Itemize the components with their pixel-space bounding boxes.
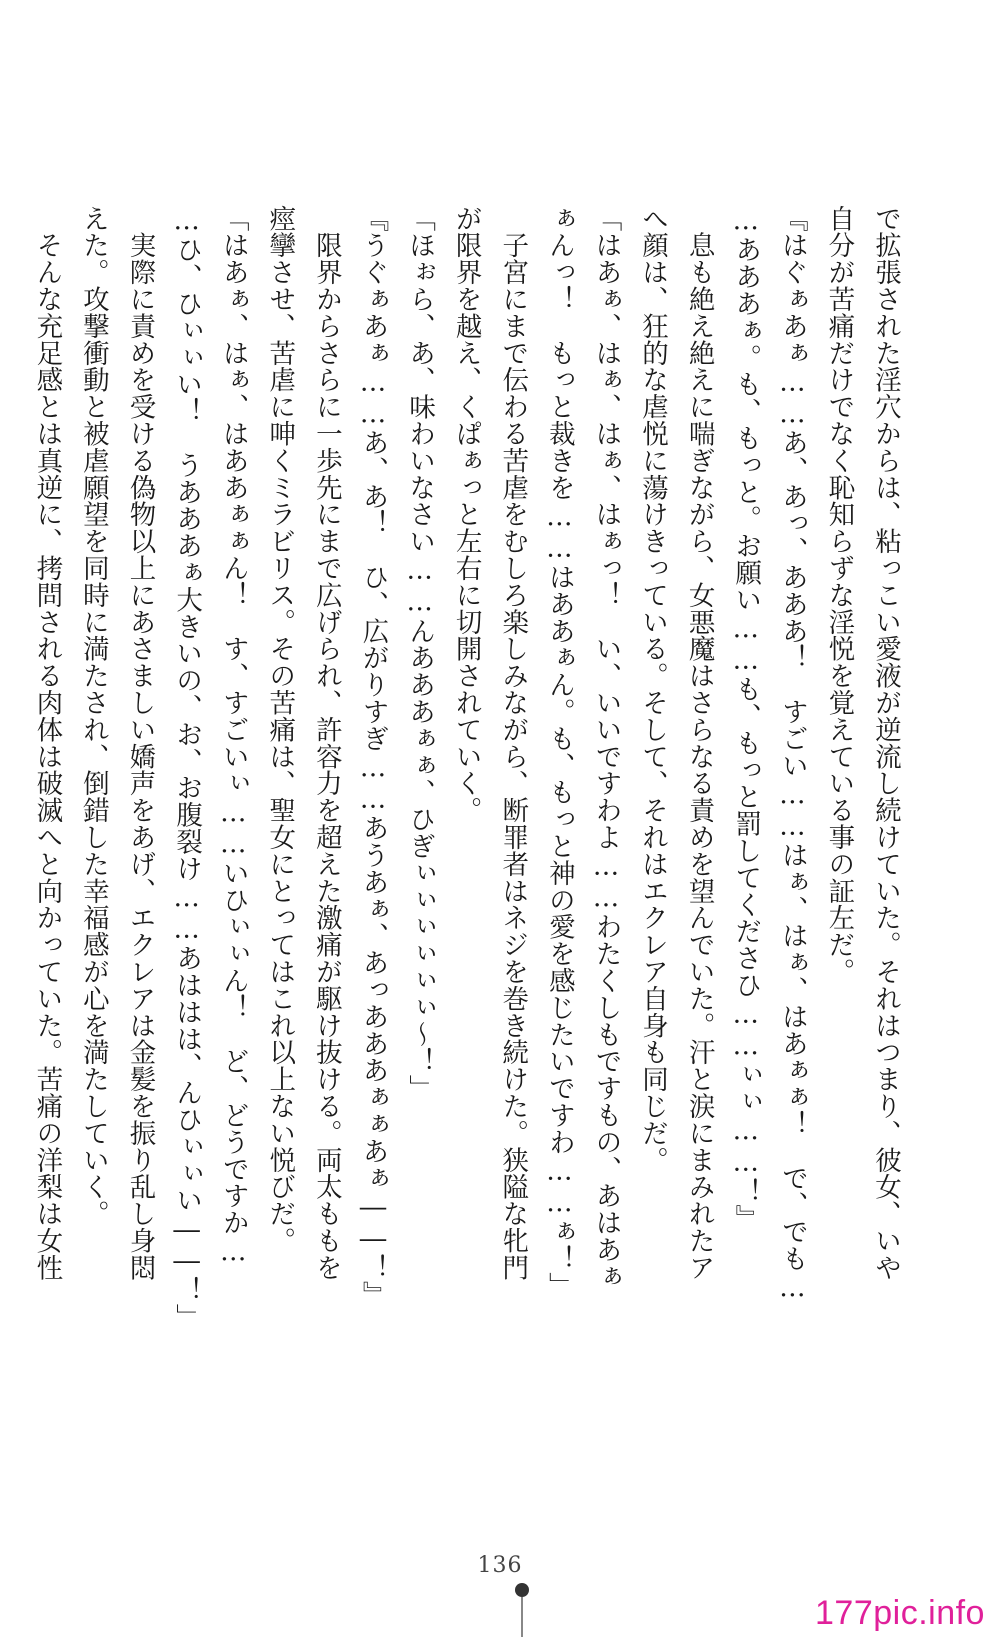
text-line: 「はあぁ、はぁ、はぁ、はぁっ！ い、いいですわよ……わたくしもですもの、あはあぁ [590,205,622,1290]
page-number: 136 [477,1553,523,1578]
text-line: へ顔は、狂的な虐悦に蕩けきっている。そして、それはエクレア自身も同じだ。 [637,205,669,1174]
text-line: 痙攣させ、苦虐に呻くミラビリス。その苦痛は、聖女にとってはこれ以上ない悦びだ。 [264,205,296,1255]
text-line: 実際に責めを受ける偽物以上にあさましい嬌声をあげ、エクレアは金髪を振り乱し身悶 [124,205,156,1281]
text-line: ぁんっ！ もっと裁きを……はああぁん。も、もっと神の愛を感じたいですわ……ぁ！」 [543,205,575,1299]
text-line: 「ほぉら、あ、味わいなさい……んあああぁぁ、ひぎぃぃぃぃぃぃ〜！」 [404,205,436,1102]
page-marker-dot-icon [515,1583,529,1597]
text-line: 息も絶え絶えに喘ぎながら、女悪魔はさらなる責めを望んでいた。汗と涙にまみれたア [683,205,715,1281]
text-line: …ひ、ひぃぃい！ うあああぁ大きいの、お、お腹裂け……あははは、んひぃぃい――！」 [171,205,203,1331]
text-line: が限界を越え、くぱぁっと左右に切開されていく。 [450,205,482,824]
text-line: 「はあぁ、はぁ、はああぁぁん！ す、すごいぃ……いひぃぃん！ ど、どうですか… [217,205,249,1268]
text-line: そんな充足感とは真逆に、拷問される肉体は破滅へと向かっていた。苦痛の洋梨は女性 [31,205,63,1281]
text-line: 自分が苦痛だけでなく恥知らずな淫悦を覚えている事の証左だ。 [823,205,855,986]
text-line: 『はぐぁあぁ……あ、あっ、あああ！ すごい……はぁ、はぁ、はあぁぁ！ で、でも… [776,205,808,1304]
text-line: 子宮にまで伝わる苦虐をむしろ楽しみながら、断罪者はネジを巻き続けた。狭隘な牝門 [497,205,529,1281]
text-line: 限界からさらに一歩先にまで広げられ、許容力を超えた激痛が駆け抜ける。両太ももを [310,205,342,1281]
text-line: …あああぁ。も、もっと。お願い……も、もっと罰してくださひ……ぃぃ……！』 [730,205,762,1232]
watermark: 177pic.info [800,1590,1000,1637]
vertical-body-text [31,205,908,1331]
page-marker-line [521,1597,523,1637]
text-line: えた。攻撃衝動と被虐願望を同時に満たされ、倒錯した幸福感が心を満たしていく。 [77,205,109,1228]
text-line: で拡張された淫穴からは、粘っこい愛液が逆流し続けていた。それはつまり、彼女、いや [870,205,901,1281]
text-line: 『うぐぁあぁ……あ、あ！ ひ、広がりすぎ……あうあぁ、あっあああぁぁあぁ――！』 [357,205,389,1308]
